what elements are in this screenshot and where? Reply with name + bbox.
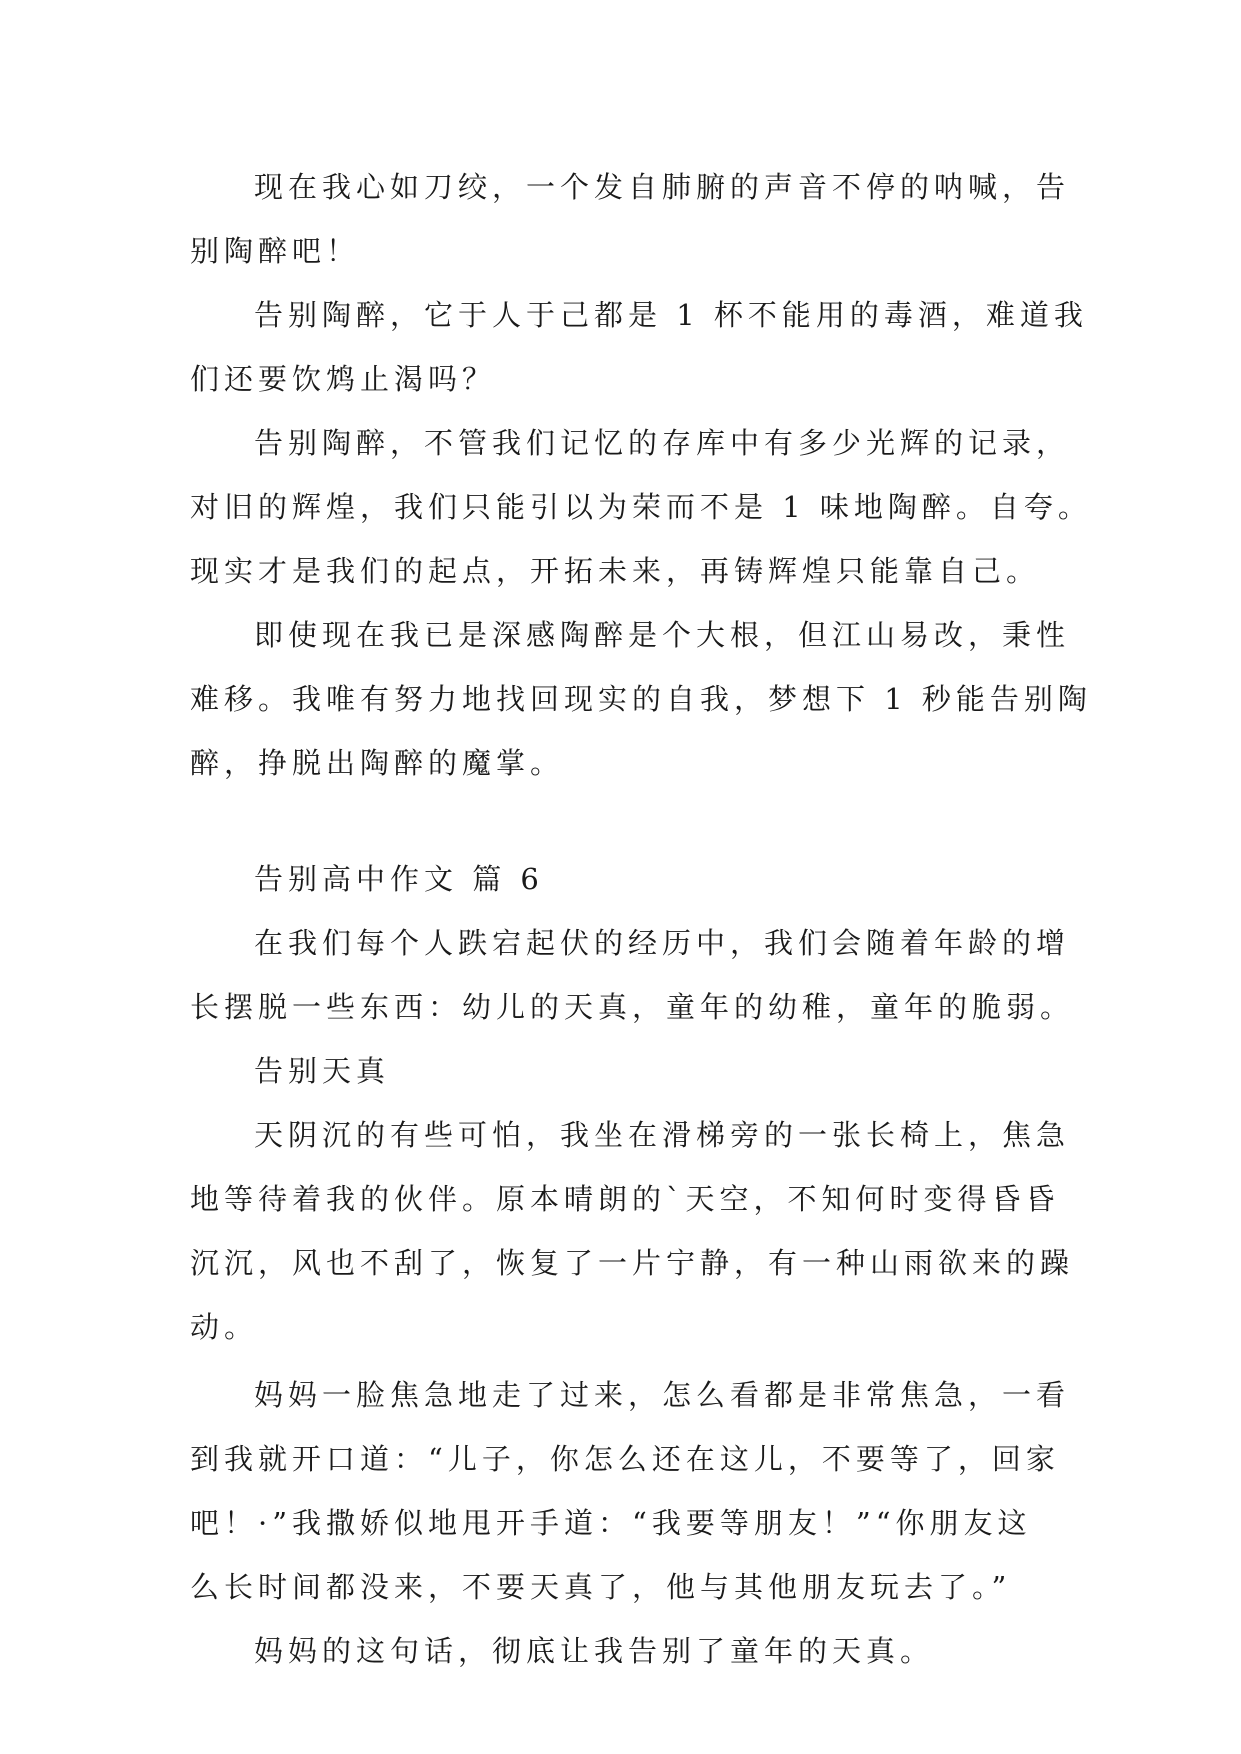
paragraph-line: 妈妈一脸焦急地走了过来，怎么看都是非常焦急，一看 xyxy=(254,1378,1071,1412)
paragraph-line: 吧！·”我撒娇似地甩开手道：“我要等朋友！”“你朋友这 xyxy=(190,1506,1032,1540)
subheading: 告别天真 xyxy=(254,1054,391,1088)
paragraph-line: 告别陶醉，不管我们记忆的存库中有多少光辉的记录， xyxy=(254,426,1071,460)
paragraph-line: 别陶醉吧！ xyxy=(190,234,361,268)
paragraph-line: 地等待着我的伙伴。原本晴朗的`天空，不知何时变得昏昏 xyxy=(190,1182,1060,1216)
paragraph-line: 们还要饮鸩止渴吗？ xyxy=(190,362,497,396)
paragraph-line: 告别陶醉，它于人于己都是 1 杯不能用的毒酒，难道我 xyxy=(254,298,1088,332)
paragraph-line: 难移。我唯有努力地找回现实的自我，梦想下 1 秒能告别陶 xyxy=(190,682,1092,716)
paragraph-line: 到我就开口道：“儿子，你怎么还在这儿，不要等了，回家 xyxy=(190,1442,1060,1476)
paragraph-line: 沉沉，风也不刮了，恢复了一片宁静，有一种山雨欲来的躁 xyxy=(190,1246,1075,1280)
paragraph-line: 对旧的辉煌，我们只能引以为荣而不是 1 味地陶醉。自夸。 xyxy=(190,490,1092,524)
paragraph-line: 现实才是我们的起点，开拓未来，再铸辉煌只能靠自己。 xyxy=(190,554,1041,588)
paragraph-line: 么长时间都没来，不要天真了，他与其他朋友玩去了。” xyxy=(190,1570,1012,1604)
paragraph-line: 长摆脱一些东西：幼儿的天真，童年的幼稚，童年的脆弱。 xyxy=(190,990,1075,1024)
paragraph-line: 现在我心如刀绞，一个发自肺腑的声音不停的呐喊，告 xyxy=(254,170,1071,204)
paragraph-line: 动。 xyxy=(190,1310,259,1344)
paragraph-line: 天阴沉的有些可怕，我坐在滑梯旁的一张长椅上，焦急 xyxy=(254,1118,1071,1152)
paragraph-line: 醉，挣脱出陶醉的魔掌。 xyxy=(190,746,565,780)
paragraph-line: 即使现在我已是深感陶醉是个大根，但江山易改，秉性 xyxy=(254,618,1071,652)
paragraph-line: 在我们每个人跌宕起伏的经历中，我们会随着年龄的增 xyxy=(254,926,1071,960)
paragraph-line: 妈妈的这句话，彻底让我告别了童年的天真。 xyxy=(254,1634,935,1668)
section-heading: 告别高中作文 篇 6 xyxy=(254,862,544,896)
